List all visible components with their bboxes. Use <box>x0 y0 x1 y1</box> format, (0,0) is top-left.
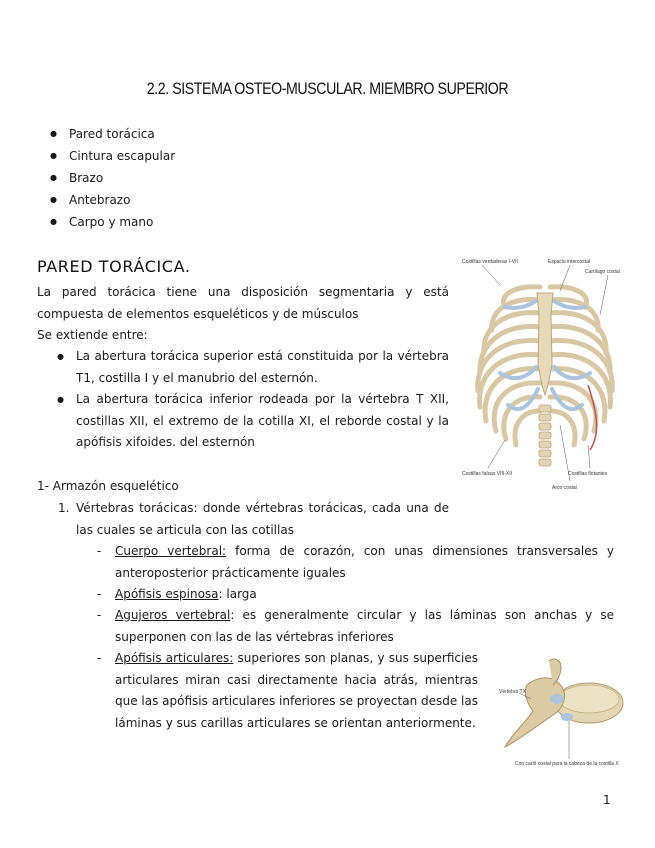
vertebra-figure <box>497 655 635 770</box>
aperture-list <box>55 346 449 454</box>
subitem-text: superiores son planas, y sus superficies articulares miran casi directamente hacia atrás, mientras que las apófisis articulares inferiores se proyectan desde las láminas y sus carillas articulares se orientan anteriormente. <box>115 651 478 730</box>
subitem-body: - Cuerpo vertebral: forma de corazón, con unas dimensiones transversales y anteroposterior prácticamente iguales <box>97 544 614 580</box>
skeleton-heading: 1- Armazón esquelético <box>37 479 179 493</box>
item-number: 1. <box>58 501 70 515</box>
figure-label: Vértebra TX <box>499 689 526 695</box>
subitem-spinous: - Apófisis espinosa: larga <box>97 587 257 601</box>
figure-label: Costillas falsas VIII-XII <box>462 471 513 477</box>
extends-label: Se extiende entre: <box>37 328 148 342</box>
figure-label: Con carril costal para la cabeza de la costilla X <box>515 761 619 767</box>
page-title: 2.2. SISTEMA OSTEO-MUSCULAR. MIEMBRO SUPERIOR <box>146 80 509 98</box>
subitem-text: forma de corazón, con unas dimensiones transversales y anteroposterior prácticamente iguales <box>115 544 614 580</box>
page-number: 1 <box>603 793 611 807</box>
intro-paragraph: La pared torácica tiene una disposición segmentaria y está compuesta de elementos esqueléticos y de músculos <box>37 285 449 321</box>
topic-list <box>50 125 175 235</box>
topic-item: ● Brazo <box>50 169 175 191</box>
topic-item: ● Pared torácica <box>50 125 175 147</box>
subitem-term: Cuerpo vertebral: <box>115 544 227 558</box>
subitem-term: Agujeros vertebral <box>115 608 231 622</box>
figure-label: Arco costal <box>552 485 577 491</box>
subitem-text: : es generalmente circular y las láminas son anchas y se superponen con las de las vértebras inferiores <box>115 608 614 644</box>
subitem-articular: - Apófisis articulares: superiores son planas, y sus superficies articulares miran casi directamente hacia atrás, mientras que las apófisis articulares inferiores se proyectan desde las láminas y sus carillas articulares se orientan anteriormente. <box>97 651 478 730</box>
aperture-item: ● La abertura torácica superior está constituida por la vértebra T1, costilla I y el manubrio del esternón. <box>55 346 449 389</box>
figure-label: Costillas verdaderas I-VII <box>462 259 518 265</box>
aperture-item: ● La abertura torácica inferior rodeada por la vértebra T XII, costillas XII, el extremo de la cotilla XI, el reborde costal y la apófisis xifoides. del esternón <box>55 389 449 454</box>
section-heading: PARED TORÁCICA. <box>37 257 191 276</box>
ribcage-figure <box>460 255 630 495</box>
subitem-foramen: - Agujeros vertebral: es generalmente circular y las láminas son anchas y se superponen con las de las vértebras inferiores <box>97 608 614 644</box>
subitem-text: : larga <box>218 587 257 601</box>
topic-item: ● Cintura escapular <box>50 147 175 169</box>
figure-label: Cartílago costal <box>585 269 620 275</box>
numbered-item <box>58 498 449 541</box>
topic-item: ● Antebrazo <box>50 191 175 213</box>
subitem-term: Apófisis articulares: <box>115 651 234 665</box>
topic-item: ● Carpo y mano <box>50 213 175 235</box>
subitem-term: Apófisis espinosa <box>115 587 219 601</box>
figure-label: Costillas flotantes <box>568 471 608 477</box>
item-text: Vértebras torácicas: donde vértebras torácicas, cada una de las cuales se articula con las cotillas <box>76 501 449 537</box>
figure-label: Espacio intercostal <box>548 259 590 265</box>
